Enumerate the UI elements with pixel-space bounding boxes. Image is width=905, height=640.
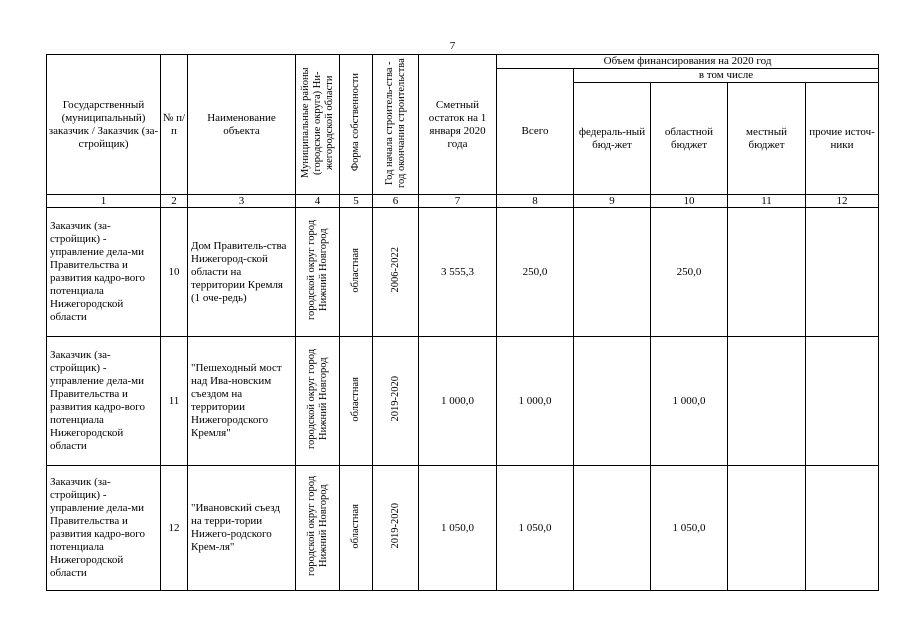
page-number: 7 [449,40,456,52]
column-number: 11 [728,195,806,208]
column-number: 12 [806,195,879,208]
header-other: прочие источ-ники [806,83,879,195]
cell-years: 2006-2022 [373,208,419,337]
cell-estimate: 1 050,0 [419,466,497,591]
header-number: № п/п [161,55,188,195]
cell-total: 1 000,0 [497,337,574,466]
cell-other [806,208,879,337]
cell-other [806,466,879,591]
cell-customer: Заказчик (за-стройщик) - управление дела-ми Правительства и развития кадро-вого потенциала Нижегородской области [47,466,161,591]
header-customer: Государственный (муниципальный) заказчик / Заказчик (за-стройщик) [47,55,161,195]
cell-object-name: Дом Правитель-ства Нижегород-ской области на территории Кремля (1 оче-редь) [188,208,296,337]
table-row [47,208,879,337]
table-row [47,337,879,466]
cell-customer: Заказчик (за-стройщик) - управление дела-ми Правительства и развития кадро-вого потенциала Нижегородской области [47,208,161,337]
cell-estimate: 3 555,3 [419,208,497,337]
cell-federal [574,466,651,591]
header-row-1 [47,55,879,69]
cell-federal [574,337,651,466]
header-estimate: Сметный остаток на 1 января 2020 года [419,55,497,195]
header-ownership: Форма собственности [340,55,373,195]
column-number-row [47,195,879,208]
cell-object-name: "Ивановский съезд на терри-тории Нижего-родского Крем-ля" [188,466,296,591]
cell-ownership: областная [340,466,373,591]
column-number: 7 [419,195,497,208]
cell-regional: 1 000,0 [651,337,728,466]
cell-ownership: областная [340,337,373,466]
cell-number: 12 [161,466,188,591]
header-including: в том числе [574,69,879,83]
cell-district: городской округ город Нижний Новгород [296,466,340,591]
header-funding-group: Объем финансирования на 2020 год [497,55,879,69]
table-row [47,466,879,591]
header-years: Год начала строитель-ства - год окончания строительства [373,55,419,195]
column-number: 6 [373,195,419,208]
cell-regional: 250,0 [651,208,728,337]
cell-total: 250,0 [497,208,574,337]
funding-table [46,54,879,591]
cell-customer: Заказчик (за-стройщик) - управление дела-ми Правительства и развития кадро-вого потенциала Нижегородской области [47,337,161,466]
column-number: 9 [574,195,651,208]
cell-years: 2019-2020 [373,466,419,591]
cell-object-name: "Пешеходный мост над Ива-новским съездом на территории Нижегородского Кремля" [188,337,296,466]
cell-district: городской округ город Нижний Новгород [296,208,340,337]
cell-federal [574,208,651,337]
header-total: Всего [497,69,574,195]
column-number: 1 [47,195,161,208]
cell-years: 2019-2020 [373,337,419,466]
cell-total: 1 050,0 [497,466,574,591]
header-object-name: Наименование объекта [188,55,296,195]
cell-estimate: 1 000,0 [419,337,497,466]
cell-local [728,208,806,337]
cell-district: городской округ город Нижний Новгород [296,337,340,466]
header-local: местный бюджет [728,83,806,195]
column-number: 4 [296,195,340,208]
header-regional: областной бюджет [651,83,728,195]
cell-number: 11 [161,337,188,466]
cell-local [728,337,806,466]
cell-local [728,466,806,591]
column-number: 10 [651,195,728,208]
column-number: 8 [497,195,574,208]
cell-ownership: областная [340,208,373,337]
column-number: 5 [340,195,373,208]
column-number: 3 [188,195,296,208]
cell-regional: 1 050,0 [651,466,728,591]
cell-other [806,337,879,466]
header-federal: федераль-ный бюд-жет [574,83,651,195]
cell-number: 10 [161,208,188,337]
header-district: Муниципальные районы (городские округа) Ни-жегородской области [296,55,340,195]
column-number: 2 [161,195,188,208]
